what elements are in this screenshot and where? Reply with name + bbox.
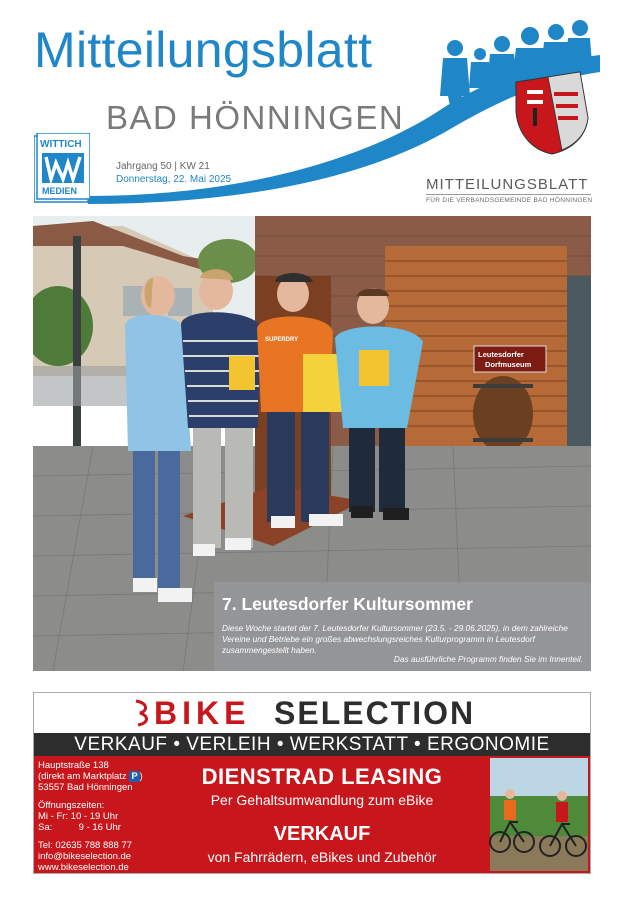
ad-logo-row xyxy=(34,693,590,733)
brand-bike: BIKE xyxy=(154,695,251,731)
publisher-logo xyxy=(34,133,90,203)
bike-selection-ad[interactable] xyxy=(33,692,591,874)
phone-number[interactable]: Tel: 02635 788 888 77 xyxy=(38,840,133,851)
publisher-name-bottom: MEDIEN xyxy=(42,186,78,196)
caption-more: Das ausführliche Programm finden Sie im Innenteil. xyxy=(393,654,583,664)
masthead-label: MITTEILUNGSBLATT xyxy=(426,176,589,193)
contact-block xyxy=(34,756,156,873)
shirt-print: SUPERDRY xyxy=(265,337,299,343)
address-line-3: 53557 Bad Hönningen xyxy=(38,782,133,793)
sales-headline: VERKAUF xyxy=(273,823,371,845)
email-link[interactable]: info@bikeselection.de xyxy=(38,851,132,862)
services-bar xyxy=(34,733,590,756)
masthead-label-sub: FÜR DIE VERBANDSGEMEINDE BAD HÖNNINGEN xyxy=(426,197,593,204)
website-link[interactable]: www.bikeselection.de xyxy=(38,862,129,873)
hours-title: Öffnungszeiten: xyxy=(38,800,105,811)
issue-number: Jahrgang 50 | KW 21 xyxy=(116,161,210,172)
address-line-1: Hauptstraße 138 xyxy=(38,760,109,771)
museum-sign-line1: Leutesdorfer xyxy=(478,350,524,359)
parking-icon: P xyxy=(131,771,138,782)
cyclists-photo xyxy=(488,756,590,873)
brand-selection: SELECTION xyxy=(274,695,476,731)
caption-text: Diese Woche startet der 7. Leutesdorfer Kultursommer (23.5. - 29.06.2025), in dem zahlreiche Vereine und Betriebe ein großes abwechslungsreiches Kulturprogramm in Leutesdorf zusammengestellt haben. xyxy=(222,623,568,655)
offer-subline: Per Gehaltsumwandlung zum eBike xyxy=(210,792,434,808)
photo-caption xyxy=(214,582,591,671)
bike-brand-icon xyxy=(132,699,152,727)
offer-block xyxy=(156,756,488,873)
hours-weekday: Mi - Fr: 10 - 19 Uhr xyxy=(38,811,119,822)
town-name: BAD HÖNNINGEN xyxy=(106,99,405,136)
offer-headline: DIENSTRAD LEASING xyxy=(201,764,443,789)
issue-date: Donnerstag, 22. Mai 2025 xyxy=(116,174,232,185)
page-title: Mitteilungsblatt xyxy=(34,22,373,78)
museum-sign-line2: Dorfmuseum xyxy=(485,360,532,369)
masthead-divider xyxy=(426,194,591,195)
address-line-2: (direkt am Marktplatz P ) xyxy=(38,771,143,782)
hours-saturday: Sa: 9 - 16 Uhr xyxy=(38,822,121,833)
publisher-name-top: WITTICH xyxy=(40,139,82,150)
coat-of-arms-icon xyxy=(516,72,588,154)
services-text: VERKAUF • VERLEIH • WERKSTATT • ERGONOMIE xyxy=(74,734,550,755)
caption-title: 7. Leutesdorfer Kultursommer xyxy=(222,594,473,614)
sales-subline: von Fahrrädern, eBikes und Zubehör xyxy=(207,849,437,865)
